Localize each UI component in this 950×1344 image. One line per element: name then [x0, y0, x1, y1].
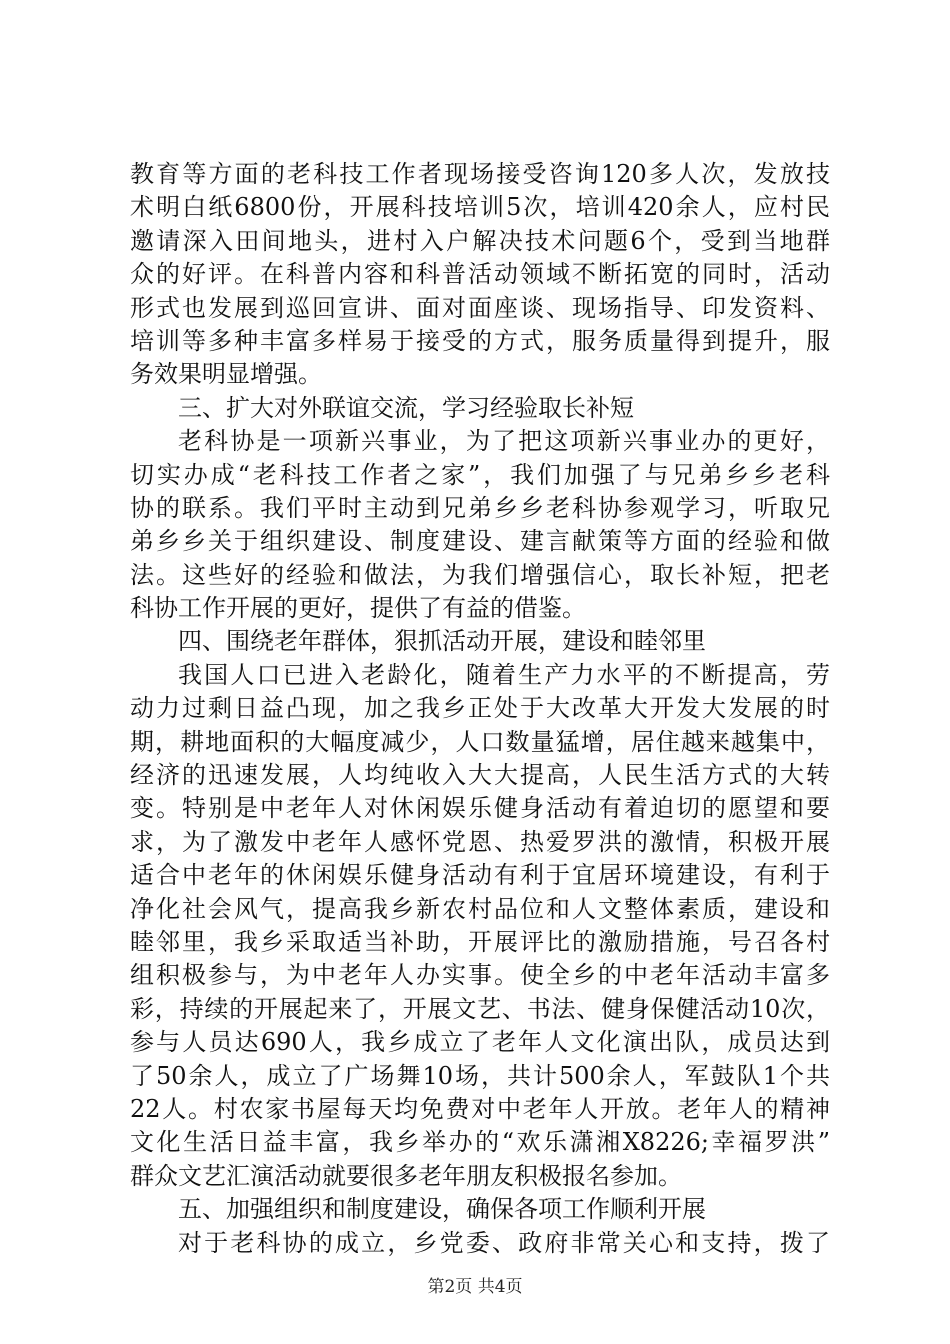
paragraph-line: 弟乡乡关于组织建设、制度建设、建言献策等方面的经验和做: [130, 527, 830, 556]
paragraph-line: 科协工作开展的更好，提供了有益的借鉴。: [130, 594, 586, 623]
paragraph-line: 法。这些好的经验和做法，为我们增强信心，取长补短，把老: [130, 560, 830, 589]
paragraph-line: 变。特别是中老年人对休闲娱乐健身活动有着迫切的愿望和要: [130, 794, 830, 823]
section-heading: 三、扩大对外联谊交流，学习经验取长补短: [178, 393, 634, 422]
paragraph-line: 求，为了激发中老年人感怀党恩、热爱罗洪的激情，积极开展: [130, 827, 830, 856]
paragraph-line: 了50余人，成立了广场舞10场，共计500余人，军鼓队1个共: [130, 1061, 830, 1090]
paragraph-line: 对于老科协的成立，乡党委、政府非常关心和支持，拨了: [178, 1228, 830, 1257]
paragraph-line: 经济的迅速发展，人均纯收入大大提高，人民生活方式的大转: [130, 761, 830, 790]
paragraph-line: 彩，持续的开展起来了，开展文艺、书法、健身保健活动10次，: [130, 994, 830, 1023]
paragraph-line: 组积极参与，为中老年人办实事。使全乡的中老年活动丰富多: [130, 961, 830, 990]
paragraph-line: 22人。村农家书屋每天均免费对中老年人开放。老年人的精神: [130, 1094, 830, 1123]
paragraph-line: 众的好评。在科普内容和科普活动领域不断拓宽的同时，活动: [130, 260, 830, 289]
paragraph-line: 适合中老年的休闲娱乐健身活动有利于宜居环境建设，有利于: [130, 861, 830, 890]
page-footer: 第2页 共4页: [427, 1277, 523, 1297]
paragraph-line: 教育等方面的老科技工作者现场接受咨询120多人次，发放技: [130, 160, 830, 188]
paragraph-line: 睦邻里，我乡采取适当补助，开展评比的激励措施，号召各村: [130, 927, 830, 956]
paragraph-line: 务效果明显增强。: [130, 360, 322, 389]
paragraph-line: 切实办成“老科技工作者之家”，我们加强了与兄弟乡乡老科: [130, 460, 830, 489]
paragraph-line: 形式也发展到巡回宣讲、面对面座谈、现场指导、印发资料、: [130, 293, 830, 322]
paragraph-line: 参与人员达690人，我乡成立了老年人文化演出队，成员达到: [130, 1028, 830, 1057]
paragraph-line: 邀请深入田间地头，进村入户解决技术问题6个，受到当地群: [130, 226, 830, 255]
section-heading: 四、围绕老年群体，狠抓活动开展，建设和睦邻里: [178, 627, 706, 656]
section-heading: 五、加强组织和制度建设，确保各项工作顺利开展: [178, 1195, 706, 1224]
paragraph-line: 净化社会风气，提高我乡新农村品位和人文整体素质，建设和: [130, 894, 830, 923]
paragraph-line: 群众文艺汇演活动就要很多老年朋友积极报名参加。: [130, 1161, 682, 1190]
paragraph-line: 动力过剩日益凸现，加之我乡正处于大改革大开发大发展的时: [130, 694, 830, 723]
paragraph-line: 我国人口已进入老龄化，随着生产力水平的不断提高，劳: [178, 660, 830, 689]
paragraph-line: 术明白纸6800份，开展科技培训5次，培训420余人，应村民: [130, 193, 830, 222]
paragraph-line: 培训等多种丰富多样易于接受的方式，服务质量得到提升，服: [130, 326, 830, 355]
paragraph-line: 老科协是一项新兴事业，为了把这项新兴事业办的更好，: [178, 427, 830, 456]
paragraph-line: 文化生活日益丰富，我乡举办的“欢乐潇湘X8226;幸福罗洪”: [130, 1128, 830, 1157]
paragraph-line: 期，耕地面积的大幅度减少，人口数量猛增，居住越来越集中，: [130, 727, 830, 756]
paragraph-line: 协的联系。我们平时主动到兄弟乡乡老科协参观学习，听取兄: [130, 493, 830, 522]
document-body: [130, 158, 830, 1260]
